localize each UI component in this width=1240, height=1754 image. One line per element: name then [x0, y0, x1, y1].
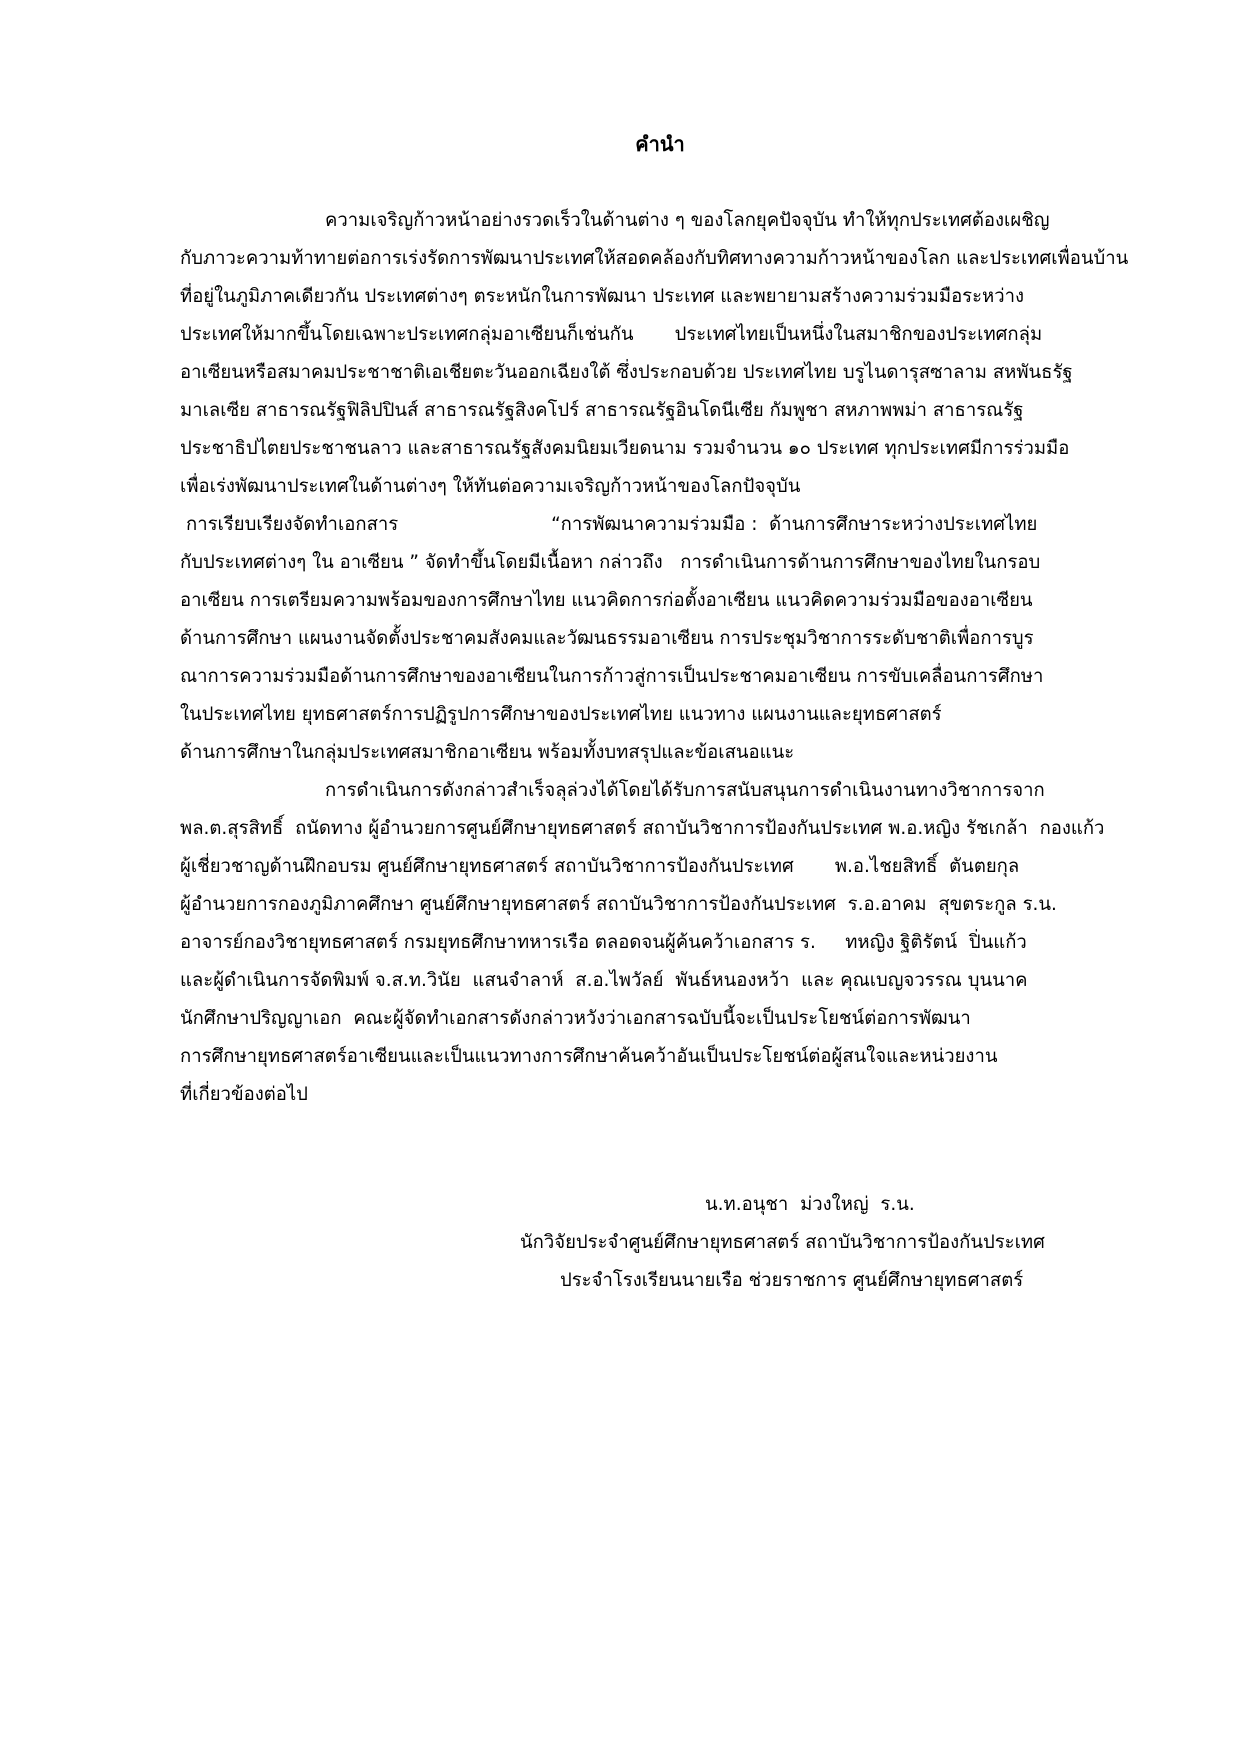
paragraph-line: ณาการความร่วมมือด้านการศึกษาของอาเซียนในการก้าวสู่การเป็นประชาคมอาเซียน การขับเคลื่อนการศึกษา: [180, 666, 1044, 687]
paragraph-line: ด้านการศึกษา แผนงานจัดตั้งประชาคมสังคมและวัฒนธรรมอาเซียน การประชุมวิชาการระดับชาติเพื่อการบูร: [180, 628, 1034, 649]
paragraph-line: การดำเนินการดังกล่าวสำเร็จลุล่วงได้โดยได้รับการสนับสนุนการดำเนินงานทางวิชาการจาก: [325, 780, 1045, 801]
paragraph-line: มาเลเซีย สาธารณรัฐฟิลิปปินส์ สาธารณรัฐสิงคโปร์ สาธารณรัฐอินโดนีเซีย กัมพูชา สหภาพพม่า สาธารณรัฐ: [180, 400, 1024, 421]
paragraph-line: นักศึกษาปริญญาเอก คณะผู้จัดทำเอกสารดังกล่าวหวังว่าเอกสารฉบับนี้จะเป็นประโยชน์ต่อการพัฒนา: [180, 1008, 971, 1029]
paragraph-line: กับประเทศต่างๆ ใน อาเซียน ” จัดทำขึ้นโดยมีเนื้อหา กล่าวถึง การดำเนินการด้านการศึกษาของไทยในกรอบ: [180, 552, 1041, 573]
paragraph-line: ที่อยู่ในภูมิภาคเดียวกัน ประเทศต่างๆ ตระหนักในการพัฒนา ประเทศ และพยายามสร้างความร่วมมือระหว่าง: [180, 286, 1025, 307]
paragraph-line: และผู้ดำเนินการจัดพิมพ์ จ.ส.ท.วินัย แสนจำลาห์ ส.อ.ไพวัลย์ พันธ์หนองหว้า และ คุณเบญจวรรณ บุนนาค: [180, 970, 1028, 991]
paragraph-line: อาเซียน การเตรียมความพร้อมของการศึกษาไทย แนวคิดการก่อตั้งอาเซียน แนวคิดความร่วมมือของอาเซียน: [180, 590, 1033, 611]
paragraph-line: อาเซียนหรือสมาคมประชาชาติเอเชียตะวันออกเฉียงใต้ ซึ่งประกอบด้วย ประเทศไทย บรูไนดารุสซาลาม สหพันธรัฐ: [180, 362, 1073, 383]
paragraph-line: ประเทศให้มากขึ้นโดยเฉพาะประเทศกลุ่มอาเซียนก็เช่นกัน ประเทศไทยเป็นหนึ่งในสมาชิกของประเทศกลุ่ม: [180, 324, 1043, 345]
paragraph-line: ด้านการศึกษาในกลุ่มประเทศสมาชิกอาเซียน พร้อมทั้งบทสรุปและข้อเสนอแนะ: [180, 742, 795, 763]
paragraph-line: ผู้อำนวยการกองภูมิภาคศึกษา ศูนย์ศึกษายุทธศาสตร์ สถาบันวิชาการป้องกันประเทศ ร.อ.อาคม สุขตระกูล ร.น.: [180, 894, 1057, 915]
paragraph-line: การเรียบเรียงจัดทำเอกสาร “การพัฒนาความร่วมมือ : ด้านการศึกษาระหว่างประเทศไทย: [186, 514, 1038, 535]
paragraph-line: ในประเทศไทย ยุทธศาสตร์การปฏิรูปการศึกษาของประเทศไทย แนวทาง แผนงานและยุทธศาสตร์: [180, 704, 942, 725]
page-title: คำนำ: [635, 132, 685, 156]
paragraph-line: ความเจริญก้าวหน้าอย่างรวดเร็วในด้านต่าง ๆ ของโลกยุคปัจจุบัน ทำให้ทุกประเทศต้องเผชิญ: [325, 210, 1050, 231]
paragraph-line: พล.ต.สุรสิทธิ์ ถนัดทาง ผู้อำนวยการศูนย์ศึกษายุทธศาสตร์ สถาบันวิชาการป้องกันประเทศ พ.อ.หญิง รัชเกล้า กองแก้ว: [180, 818, 1105, 839]
signature-position-1: นักวิจัยประจำศูนย์ศึกษายุทธศาสตร์ สถาบันวิชาการป้องกันประเทศ: [520, 1232, 1045, 1253]
signature-name: น.ท.อนุชา ม่วงใหญ่ ร.น.: [705, 1194, 915, 1215]
paragraph-line: การศึกษายุทธศาสตร์อาเซียนและเป็นแนวทางการศึกษาค้นคว้าอันเป็นประโยชน์ต่อผู้สนใจและหน่วยงาน: [180, 1046, 998, 1067]
paragraph-line: เพื่อเร่งพัฒนาประเทศในด้านต่างๆ ให้ทันต่อความเจริญก้าวหน้าของโลกปัจจุบัน: [180, 476, 801, 497]
paragraph-line: ที่เกี่ยวข้องต่อไป: [180, 1084, 308, 1105]
signature-position-2: ประจำโรงเรียนนายเรือ ช่วยราชการ ศูนย์ศึกษายุทธศาสตร์: [560, 1270, 1024, 1291]
paragraph-line: ผู้เชี่ยวชาญด้านฝึกอบรม ศูนย์ศึกษายุทธศาสตร์ สถาบันวิชาการป้องกันประเทศ พ.อ.ไชยสิทธิ์ ตันตยกุล: [180, 856, 1020, 877]
paragraph-line: อาจารย์กองวิชายุทธศาสตร์ กรมยุทธศึกษาทหารเรือ ตลอดจนผู้ค้นคว้าเอกสาร ร. ทหญิง ฐิติรัตน์ ปิ่นแก้ว: [180, 932, 1027, 953]
paragraph-line: กับภาวะความท้าทายต่อการเร่งรัดการพัฒนาประเทศให้สอดคล้องกับทิศทางความก้าวหน้าของโลก และประเทศเพื่อนบ้าน: [180, 248, 1129, 269]
paragraph-line: ประชาธิปไตยประชาชนลาว และสาธารณรัฐสังคมนิยมเวียดนาม รวมจำนวน ๑๐ ประเทศ ทุกประเทศมีการร่วมมือ: [180, 438, 1070, 459]
